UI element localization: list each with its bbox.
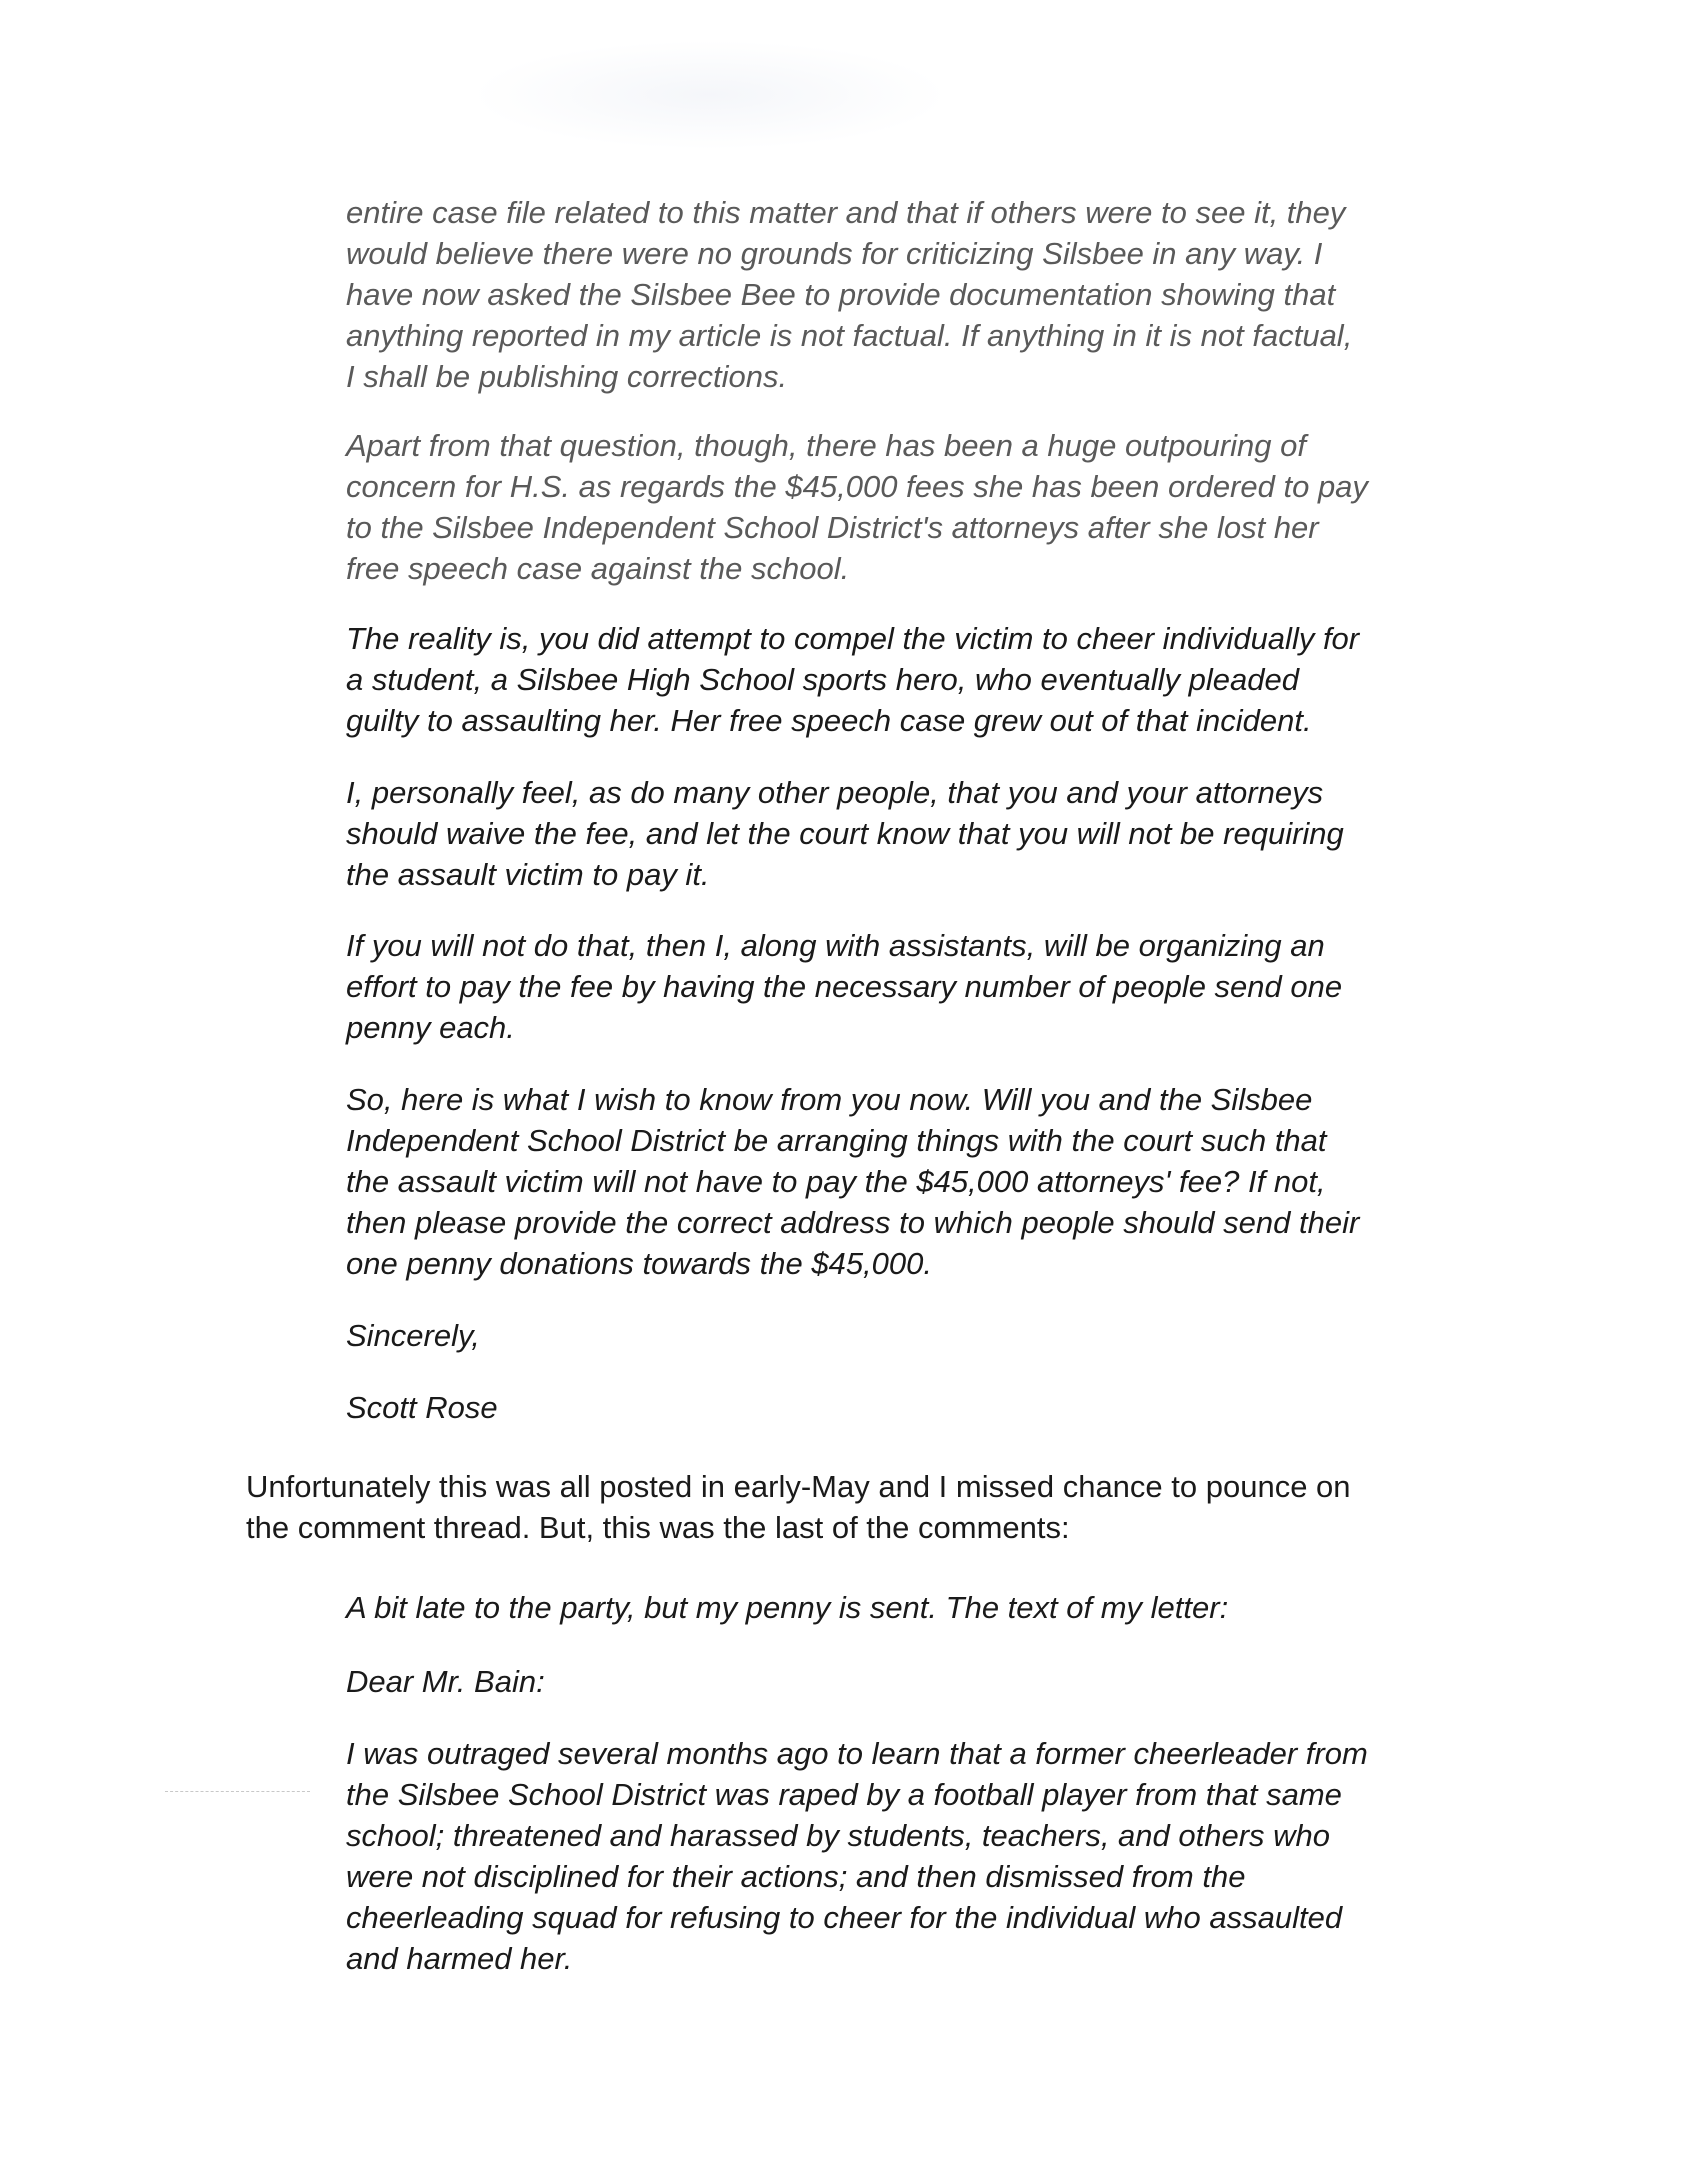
comment-salutation: [346, 1661, 1466, 1702]
scan-artifact-line: [165, 1791, 310, 1792]
letter-paragraph-3: [346, 618, 1466, 741]
text-line: anything reported in my article is not factual. If anything in it is not factual,: [346, 318, 1353, 353]
text-line: entire case file related to this matter and that if others were to see it, they: [346, 195, 1346, 230]
text-line: cheerleading squad for refusing to cheer for the individual who assaulted: [346, 1900, 1343, 1935]
text-line: one penny donations towards the $45,000.: [346, 1246, 933, 1281]
text-line: Apart from that question, though, there has been a huge outpouring of: [346, 428, 1306, 463]
text-line: the comment thread. But, this was the last of the comments:: [246, 1510, 1070, 1545]
text-line: concern for H.S. as regards the $45,000 fees she has been ordered to pay: [346, 469, 1368, 504]
text-line: effort to pay the fee by having the necessary number of people send one: [346, 969, 1343, 1004]
text-line: The reality is, you did attempt to compel the victim to cheer individually for: [346, 621, 1360, 656]
text-line: I, personally feel, as do many other people, that you and your attorneys: [346, 775, 1324, 810]
text-line: Sincerely,: [346, 1318, 480, 1353]
letter-paragraph-2: [346, 425, 1466, 589]
scan-blur-artifact: [470, 40, 950, 150]
letter-paragraph-1: [346, 192, 1466, 397]
comment-intro: [346, 1587, 1466, 1628]
letter-closing: [346, 1315, 1466, 1356]
text-line: should waive the fee, and let the court know that you will not be requiring: [346, 816, 1344, 851]
text-line: If you will not do that, then I, along with assistants, will be organizing an: [346, 928, 1325, 963]
text-line: the assault victim will not have to pay the $45,000 attorneys' fee? If not,: [346, 1164, 1326, 1199]
text-line: school; threatened and harassed by students, teachers, and others who: [346, 1818, 1331, 1853]
text-line: would believe there were no grounds for criticizing Silsbee in any way. I: [346, 236, 1323, 271]
text-line: free speech case against the school.: [346, 551, 850, 586]
comment-body: [346, 1733, 1466, 1979]
text-line: then please provide the correct address to which people should send their: [346, 1205, 1360, 1240]
text-line: Independent School District be arranging things with the court such that: [346, 1123, 1327, 1158]
letter-paragraph-5: [346, 925, 1466, 1048]
text-line: have now asked the Silsbee Bee to provide documentation showing that: [346, 277, 1336, 312]
text-line: I was outraged several months ago to learn that a former cheerleader from: [346, 1736, 1368, 1771]
text-line: I shall be publishing corrections.: [346, 359, 788, 394]
letter-signature: [346, 1387, 1466, 1428]
author-commentary: [246, 1466, 1466, 1548]
text-line: the assault victim to pay it.: [346, 857, 710, 892]
text-line: Dear Mr. Bain:: [346, 1664, 545, 1699]
text-line: a student, a Silsbee High School sports hero, who eventually pleaded: [346, 662, 1299, 697]
text-line: Scott Rose: [346, 1390, 498, 1425]
text-line: guilty to assaulting her. Her free speech case grew out of that incident.: [346, 703, 1312, 738]
text-line: Unfortunately this was all posted in early-May and I missed chance to pounce on: [246, 1469, 1351, 1504]
text-line: to the Silsbee Independent School District's attorneys after she lost her: [346, 510, 1319, 545]
text-line: penny each.: [346, 1010, 515, 1045]
letter-paragraph-4: [346, 772, 1466, 895]
text-line: and harmed her.: [346, 1941, 573, 1976]
text-line: So, here is what I wish to know from you now. Will you and the Silsbee: [346, 1082, 1313, 1117]
text-line: A bit late to the party, but my penny is sent. The text of my letter:: [346, 1590, 1229, 1625]
letter-paragraph-6: [346, 1079, 1466, 1284]
text-line: the Silsbee School District was raped by a football player from that same: [346, 1777, 1342, 1812]
text-line: were not disciplined for their actions; and then dismissed from the: [346, 1859, 1246, 1894]
